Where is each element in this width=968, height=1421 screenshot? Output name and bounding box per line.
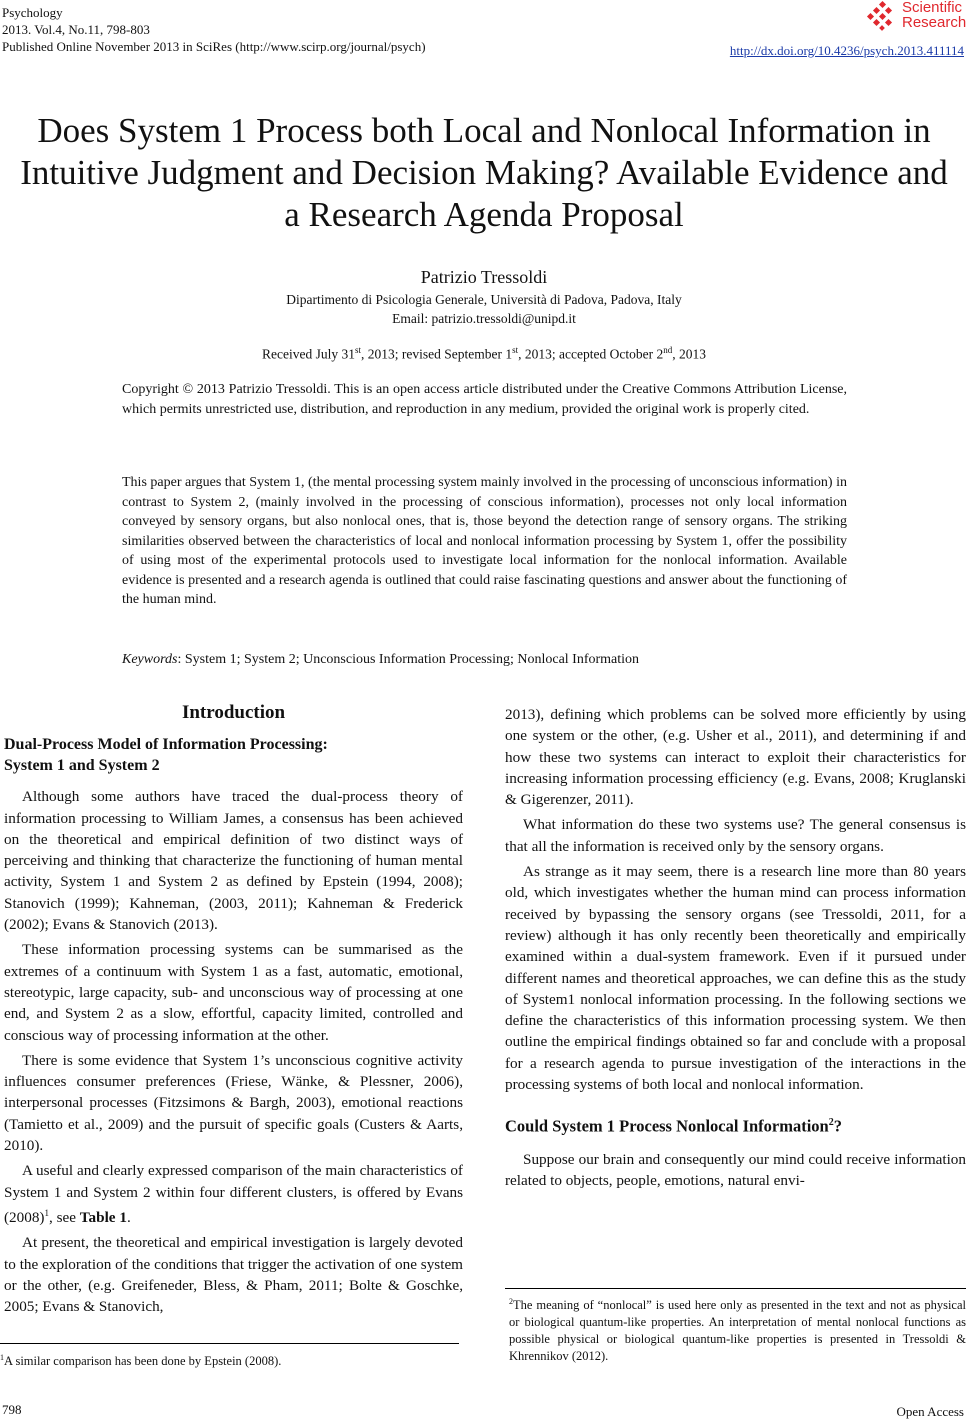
paragraph: As strange as it may seem, there is a research line more than 80 years old, which investigates whether the human mind can process information received by bypassing the sensory organs (see Tressoldi, 2011, for a review) although it has only recently been theoretically and empirically examined within a dual-system framework. Even if it pursued under different names and theoretical approaches, we can define this as the study of System1 nonlocal information processing. In the following sections we define the characteristics of this information processing system. We then outline the empirical findings obtained so far and conclude with a proposal for a research agenda to pursue investigation of the interactions in the processing systems of both local and nonlocal information. [505,863,966,1094]
abstract: This paper argues that System 1, (the mental processing system mainly involved in the processing of unconscious information) in contrast to System 2, (mainly involved in the processing of conscious information), processes not only local information conveyed by sensory organs, but also nonlocal ones, that is, those beyond the detection range of sensory organs. The striking similarities observed between the characteristics of local and nonlocal information processing by System 1, offer the possibility of using most of the experimental protocols used to investigate local information for the nonlocal information. Available evidence is presented and a research agenda is outlined that could raise fascinating questions and answer about the functioning of the human mind. [122,475,847,607]
paragraph: Although some authors have traced the dual-process theory of information processing to William James, a consensus has been achieved on the theoretical and empirical definition of two distinct ways of perceiving and thinking that characterize the functioning of human mental activity, System 1 and System 2 as defined by Epstein (1994, 2008); Stanovich (1999); Kahneman, (2003, 2011); Kahneman & Frederick (2002); Evans & Stanovich (2013). [4,788,463,934]
logo-text: Scientific Research [902,0,967,31]
left-column [4,702,463,1317]
journal-volume: 2013. Vol.4, No.11, 798-803 [2,22,150,37]
paragraph: Suppose our brain and consequently our mind could receive information related to objects, people, emotions, natural envi- [505,1150,966,1190]
paragraph: At present, the theoretical and empirical investigation is largely devoted to the exploration of the conditions that trigger the activation of one system or the other, (e.g. Greifeneder, Bless, & Pham, 2011; Bolte & Goschke, 2005; Evans & Stanovich, [4,1234,463,1316]
paragraph: These information processing systems can be summarised as the extremes of a continuum with System 1 as a fast, automatic, emotional, stereotypic, large capacity, sub- and unconscious way of processing at one end, and System 2 as a slow, effortful, capacity limited, controlled and conscious way of processing information at the other. [4,941,463,1044]
paragraph: What information do these two systems use? The general consensus is that all the information is received only by the sensory organs. [505,816,966,855]
page-number: 798 [2,1402,22,1417]
keywords-list: : System 1; System 2; Unconscious Information Processing; Nonlocal Information [177,652,640,667]
journal-header [2,4,426,55]
author-email: Email: patrizio.tressoldi@unipd.it [392,311,576,326]
footnote-2: $^2$The meaning of “nonlocal” is used here only as presented in the text and not as physical or biological quantum-like properties. An interpretation of mental nonlocal functions as possible physical or biological quantum-like properties is presented in Tressoldi & Khrennikov (2012). [509,1297,966,1364]
author-name: Patrizio Tressoldi [420,267,548,287]
title-line-3: a Research Agenda Proposal [284,195,684,234]
footnote-divider [505,1288,966,1289]
subsection-heading-dual-process: Dual-Process Model of Information Processing: System 1 and System 2 [4,736,328,775]
published-line: Published Online November 2013 in SciRes (http://www.scirp.org/journal/psych) [2,39,426,54]
keywords [122,650,847,670]
paragraph: A useful and clearly expressed comparison of the main characteristics of System 1 and System 2 within four different clusters, is offered by Evans $(2008)^1$, see Table 1. [4,1162,463,1226]
journal-name: Psychology [2,5,63,20]
doi-link[interactable]: http://dx.doi.org/10.4236/psych.2013.411114 [729,43,964,58]
title-line-2: Intuitive Judgment and Decision Making? Available Evidence and [20,153,948,192]
keywords-label: Keywords [122,652,178,667]
footnote-1: $^1$A similar comparison has been done by Epstein (2008). [0,1353,282,1369]
scientific-research-logo-icon [868,2,896,30]
affiliation: Dipartimento di Psicologia Generale, Università di Padova, Padova, Italy [286,292,682,307]
paragraph: There is some evidence that System 1’s unconscious cognitive activity influences consumer preferences (Friese, Wänke, & Plessner, 2006), interpersonal processes (Fitzsimons & Bargh, 2003), emotional reactions (Tamietto et al., 2009) and the pursuit of specific goals (Custers & Aarts, 2010). [4,1051,463,1155]
copyright-notice: Copyright © 2013 Patrizio Tressoldi. This is an open access article distributed under the Creative Commons Attribution License, which permits unrestricted use, distribution, and reproduction in any medium, provided the original work is properly cited. [122,382,847,417]
paper-title [0,110,968,236]
paragraph: 2013), defining which problems can be solved more efficiently by using one system or the other, (e.g. Usher et al., 2011), and determining if and how these two systems can interact to exploit their characteristics for increasing information processing efficiency (e.g. Evans, 2008; Kruglanski & Gigerenzer, 2011). [505,706,966,809]
received-dates: Received July 31st, 2013; revised September 1st, 2013; accepted October 2nd, 2013 [262,345,706,362]
title-line-1: Does System 1 Process both Local and Nonlocal Information in [37,111,931,150]
subsection-heading-nonlocal: Could System 1 Process Nonlocal Information$^2$? [505,1116,842,1136]
table-reference[interactable]: Table 1 [79,1209,127,1226]
section-heading-introduction: Introduction [181,702,286,723]
open-access-label: Open Access [896,1404,964,1419]
footnote-divider [0,1343,459,1344]
right-column [505,704,966,1191]
